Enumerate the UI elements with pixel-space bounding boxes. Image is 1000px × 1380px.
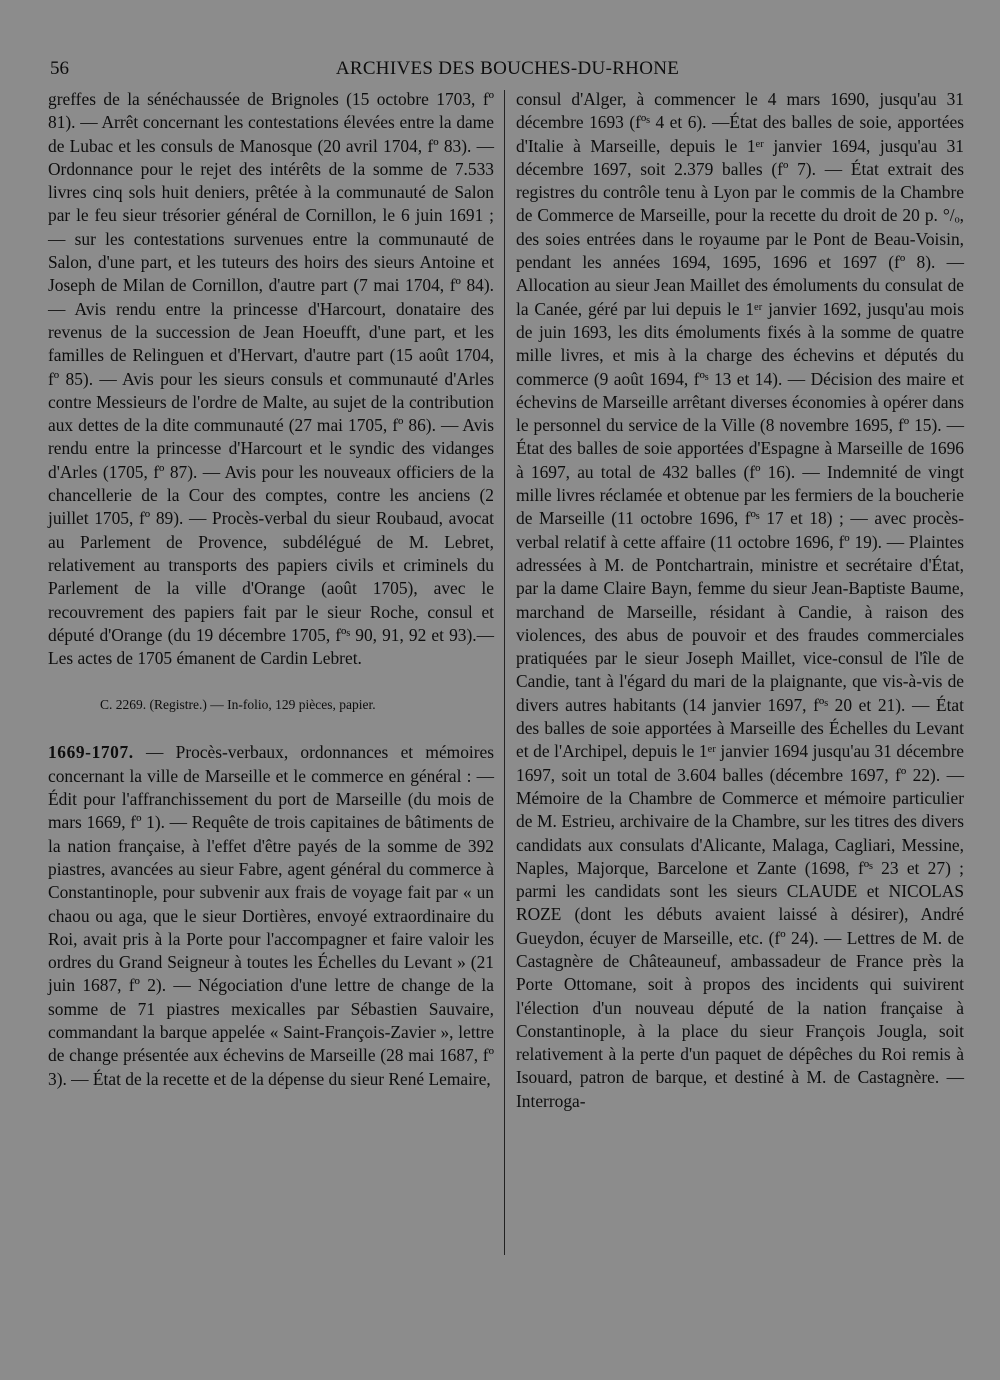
running-title: ARCHIVES DES BOUCHES-DU-RHONE (335, 58, 680, 79)
entry-reference: C. 2269. (Registre.) — In-folio, 129 pièces, papier. (100, 697, 376, 713)
section-text: — Procès-verbaux, ordonnances et mémoires concernant la ville de Marseille et le commerce en général : — Édit pour l'affranchissement du port de Marseille (du mois de mars 1669, fº 1). — Requête de trois capitaines de bâtiments de la nation française, à l'effet d'être payés de la somme de 392 piastres, avancées au sieur Fabre, agent général du commerce à Constantinople, pour subvenir aux frais de voyage fait par « un chaou ou aga, que le sieur Dortières, envoyé extraordinaire du Roi, avait pris à la Porte pour l'accompagner et faire valoir les ordres du Grand Seigneur à toutes les Échelles du Levant » (21 juin 1687, fº 2). — Négociation d'une lettre de change de la somme de 71 piastres mexicalles par Sébastien Sauvaire, commandant la barque appelée « Saint-François-Zavier », lettre de change présentée aux échevins de Marseille (28 mai 1687, fº 3). — État de la recette et de la dépense du sieur René Lemaire, (48, 742, 494, 1089)
page-header (50, 58, 965, 86)
section-entry (48, 741, 494, 1090)
section-dates: 1669-1707. (48, 742, 134, 763)
column-divider (504, 90, 505, 1255)
left-column (48, 88, 494, 1091)
right-paragraph: consul d'Alger, à commencer le 4 mars 1690, jusqu'au 31 décembre 1693 (fºˢ 4 et 6). —État des balles de soie, apportées d'Italie à Marseille, depuis le 1ᵉʳ janvier 1694, jusqu'au 31 décembre 1697, soit 2.379 balles (fº 7). — État extrait des registres du contrôle tenu à Lyon par le commis de la Chambre de Commerce de Marseille, pour la recette du droit de 20 p. °/ₒ, des soies entrées dans le royaume par le Pont de Beau-Voisin, pendant les années 1694, 1695, 1696 et 1697 (fº 8). — Allocation au sieur Jean Maillet des émoluments du consulat de la Canée, géré par lui depuis le 1ᵉʳ janvier 1692, jusqu'au mois de juin 1693, les dits émoluments fixés à la somme de quatre mille livres, et mis à la charge des échevins et députés du commerce (9 août 1694, fºˢ 13 et 14). — Décision des maire et échevins de Marseille arrêtant diverses économies à opérer dans le personnel du service de la Ville (8 novembre 1695, fº 15). — État des balles de soie apportées d'Espagne à Marseille de 1696 à 1697, au total de 432 balles (fº 16). — Indemnité de vingt mille livres réclamée et obtenue par les fermiers de la boucherie de Marseille (11 octobre 1696, fºˢ 17 et 18) ; — avec procès-verbal relatif à cette affaire (11 octobre 1696, fº 19). — Plaintes adressées à M. de Pontchartrain, ministre et secrétaire d'État, par la dame Claire Bayn, femme du sieur Jean-Baptiste Baume, marchand de Marseille, résidant à Candie, à raison des violences, des abus de pouvoir et des fraudes commerciales pratiquées par le sieur Joseph Maillet, vice-consul de l'île de Candie, tant à l'égard du mari de la plaignante, que vis-à-vis de divers autres habitants (14 janvier 1697, fºˢ 20 et 21). — État des balles de soie apportées à Marseille des Échelles du Levant et de l'Archipel, depuis le 1ᵉʳ janvier 1694 jusqu'au 31 décembre 1697, soit un total de 3.604 balles (décembre 1697, fº 22). — Mémoire de la Chambre de Commerce et mémoire particulier de M. Estrieu, archivaire de la Chambre, sur les titres des divers candidats aux consulats d'Alicante, Malaga, Cagliari, Messine, Naples, Majorque, Barcelone et Zante (1698, fºˢ 23 et 27) ; parmi les candidats sont les sieurs CLAUDE et NICOLAS ROZE (dont les débuts avaient laissé à désirer), André Gueydon, écuyer de Marseille, etc. (fº 24). — Lettres de M. de Castagnère de Châteauneuf, ambassadeur de France près la Porte Ottomane, soit à propos des incidents qui suivirent l'élection d'un nouveau député de la nation française à Constantinople, à la place du sieur François Jougla, soit relativement à la perte d'un paquet de dépêches du Roi remis à Isouard, patron de barque, et destiné à M. de Castagnère. — Interroga- (516, 89, 964, 1111)
page-number: 56 (50, 58, 69, 79)
right-column (516, 88, 964, 1113)
left-paragraph: greffes de la sénéchaussée de Brignoles (15 octobre 1703, fº 81). — Arrêt concernant les contestations élevées entre la dame de Lubac et les consuls de Manosque (20 avril 1704, fº 83). — Ordonnance pour le rejet des intérêts de la somme de 7.533 livres cinq sols huit deniers, prêtée à la communauté de Salon par le feu sieur trésorier général de Cornillon, le 6 juin 1691 ; — sur les contestations survenues entre la communauté de Salon, d'une part, et les tuteurs des hoirs des sieurs Antoine et Joseph de Milan de Cornillon, d'autre part (7 mai 1704, fº 84). — Avis rendu entre la princesse d'Harcourt, donataire des revenus de la succession de Jean Hoeufft, d'une part, et les familles de Relinguen et d'Hervart, d'autre part (15 août 1704, fº 85). — Avis pour les sieurs consuls et communauté d'Arles contre Messieurs de l'ordre de Malte, au sujet de la contribution aux dettes de la dite communauté (27 mai 1705, fº 86). — Avis rendu entre la princesse d'Harcourt et le syndic des vidanges d'Arles (1705, fº 87). — Avis pour les nouveaux officiers de la chancellerie de la Cour des comptes, contre les anciens (2 juillet 1705, fº 89). — Procès-verbal du sieur Roubaud, avocat au Parlement de Provence, subdélégué de M. Lebret, relativement au transports des papiers civils et criminels du Parlement de la ville d'Orange (août 1705), avec le recouvrement des papiers fait par le sieur Roche, consul et député d'Orange (du 19 décembre 1705, fºˢ 90, 91, 92 et 93).— Les actes de 1705 émanent de Cardin Lebret. (48, 89, 494, 669)
